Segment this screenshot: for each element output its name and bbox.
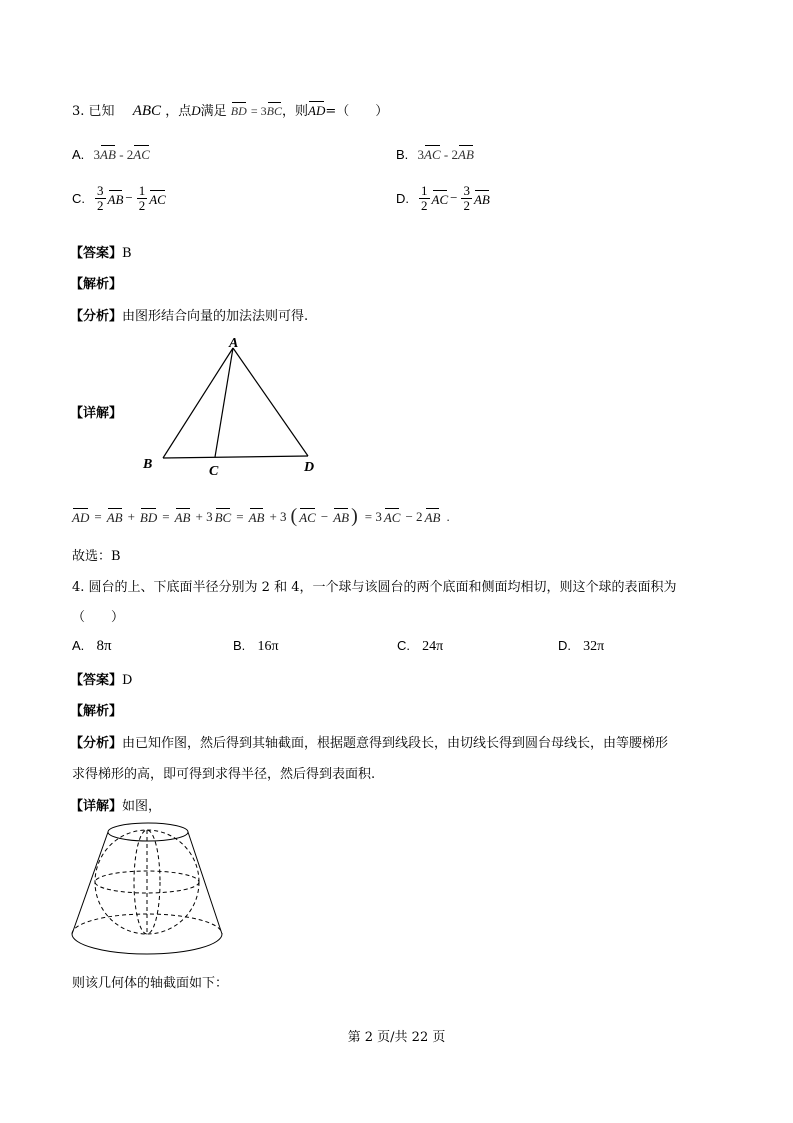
fraction: $\frac{3}{2}$ xyxy=(463,183,470,213)
label-b: B xyxy=(143,457,153,472)
q4-option-d[interactable]: D. 32π xyxy=(558,638,605,654)
label-d: D xyxy=(304,460,315,475)
q3-option-d[interactable]: D. $\frac{1}{2}$ AC − $\frac{3}{2}$ AB xyxy=(396,183,490,213)
q3-analysis-label: 【解析】 xyxy=(70,277,123,292)
fraction: $\frac{1}{2}$ xyxy=(138,183,146,213)
q4-stem-cont: （ ） xyxy=(72,610,125,625)
q3-stem: 3. 已知 ABC ，点D满足 BD = 3BC，则AD=（ ） xyxy=(72,100,388,120)
segment-bd xyxy=(163,456,308,458)
q4-analysis-label: 【解析】 xyxy=(70,704,123,719)
q4-option-a[interactable]: A. 8π xyxy=(72,638,112,654)
q4-after-text: 则该几何体的轴截面如下： xyxy=(72,976,229,991)
q3-option-a[interactable]: A. 3AB - 2AC xyxy=(72,144,150,163)
segment-ac xyxy=(215,348,233,457)
q4-option-b[interactable]: B. 16π xyxy=(233,638,279,654)
q4-fenxi-line1: 【分析】由已知作图，然后得到其轴截面，根据题意得到线段长，由切线长得到圆台母线长，由等腰梯形 xyxy=(70,736,669,751)
q4-answer: 【答案】D xyxy=(70,673,133,688)
q3-triangle: ABC xyxy=(132,103,162,119)
slant-left xyxy=(72,832,108,934)
fraction: $\frac{1}{2}$ xyxy=(421,183,428,213)
q3-option-c[interactable]: C. $\frac{3}{2}$ AB − $\frac{1}{2}$ AC xyxy=(72,183,166,213)
q4-detail: 【详解】如图， xyxy=(70,799,162,814)
frustum-sphere-figure xyxy=(66,820,228,960)
q4-stem: 4. 圆台的上、下底面半径分别为 2 和 4，一个球与该圆台的两个底面和侧面均相切，则这个球的表面积为 xyxy=(72,580,677,595)
q3-vector-equation: AD = AB + BD = AB + 3 BC = AB + 3 ( AC − AB ) = 3 AC − 2 AB . xyxy=(72,505,450,527)
segment-ab xyxy=(163,348,233,458)
q3-option-b[interactable]: B. 3AC - 2AB xyxy=(396,144,474,163)
segment-ad xyxy=(233,348,308,456)
label-a: A xyxy=(229,336,239,351)
bottom-base-front xyxy=(72,934,222,954)
q4-option-c[interactable]: C. 24π xyxy=(397,638,444,654)
triangle-figure xyxy=(135,334,335,482)
q3-detail-label: 【详解】 xyxy=(70,406,123,421)
q3-conclusion: 故选：B xyxy=(72,549,121,564)
q3-fenxi: 【分析】由图形结合向量的加法法则可得. xyxy=(70,309,309,324)
q3-answer: 【答案】B xyxy=(70,246,132,261)
page-footer: 第 2 页/共 22 页 xyxy=(347,1030,446,1045)
q3-number: 3. xyxy=(72,104,85,119)
label-c: C xyxy=(209,464,219,479)
fraction: $\frac{3}{2}$ xyxy=(97,183,104,213)
q4-fenxi-line2: 求得梯形的高，即可得到求得半径，然后得到表面积. xyxy=(72,767,376,782)
